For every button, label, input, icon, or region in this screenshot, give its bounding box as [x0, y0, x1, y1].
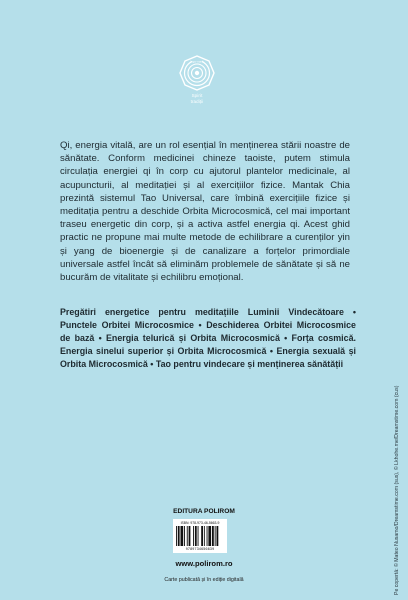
barcode-number: 9789734656639 — [185, 547, 215, 551]
barcode-icon — [176, 526, 224, 546]
spiral-logo-icon — [179, 55, 215, 91]
digital-edition-note: Carte publicată și în ediție digitală — [164, 577, 244, 583]
publisher-name: EDITURA POLIROM — [173, 508, 235, 515]
isbn-text: ISBN: 978-973-46-5663-9 — [180, 521, 220, 525]
book-description: Qi, energia vitală, are un rol esențial în menținerea stării noastre de sănătate. Conform medicinei chineze taoiste, putem stimula circulația energiei qi în corp cu ajutorul plantelor medicinale, al acupuncturii, al meditației și al exercițiilor fizice. Mantak Chia prezintă sistemul Tao Universal, care îmbină exercițiile fizice și meditația pentru a deschide Orbita Microcosmică, cel mai important traseu energetic din corp, și a activa astfel energia qi. Acest ghid practic ne propune mai multe metode de echilibrare a curenților yin și yang de bioenergie și de canalizare a forțelor primordiale universale astfel încât să eliminăm problemele de sănătate și să ne bucurăm de vitalitate și echilibru emoțional. — [60, 140, 350, 284]
series-name-line-1: Spirit — [191, 93, 203, 98]
cover-photo-credit: Pe copertă: © Mateo Nusamo/Dreamstime.com (sus), © Lkhohe.me/Dreamstime.com (cus) — [394, 385, 400, 595]
series-name — [170, 93, 224, 104]
logo-mark-text: logo-mark — [190, 59, 204, 64]
barcode-label — [173, 519, 227, 553]
contents-summary: Pregătiri energetice pentru meditațiile Luminii Vindecătoare • Punctele Orbitei Microcosmice • Deschiderea Orbitei Microcosmice de bază • Energia telurică și Orbita Microcosmică • Forța cosmică. Energia sinelui superior și Orbita Microcosmică • Energia sexuală și Orbita Microcosmică • Tao pentru vindecare și menținerea sănătății — [60, 307, 356, 370]
series-name-line-2: tradiții — [190, 98, 204, 104]
publisher-website: www.polirom.ro — [175, 559, 233, 568]
series-logo — [170, 55, 224, 104]
